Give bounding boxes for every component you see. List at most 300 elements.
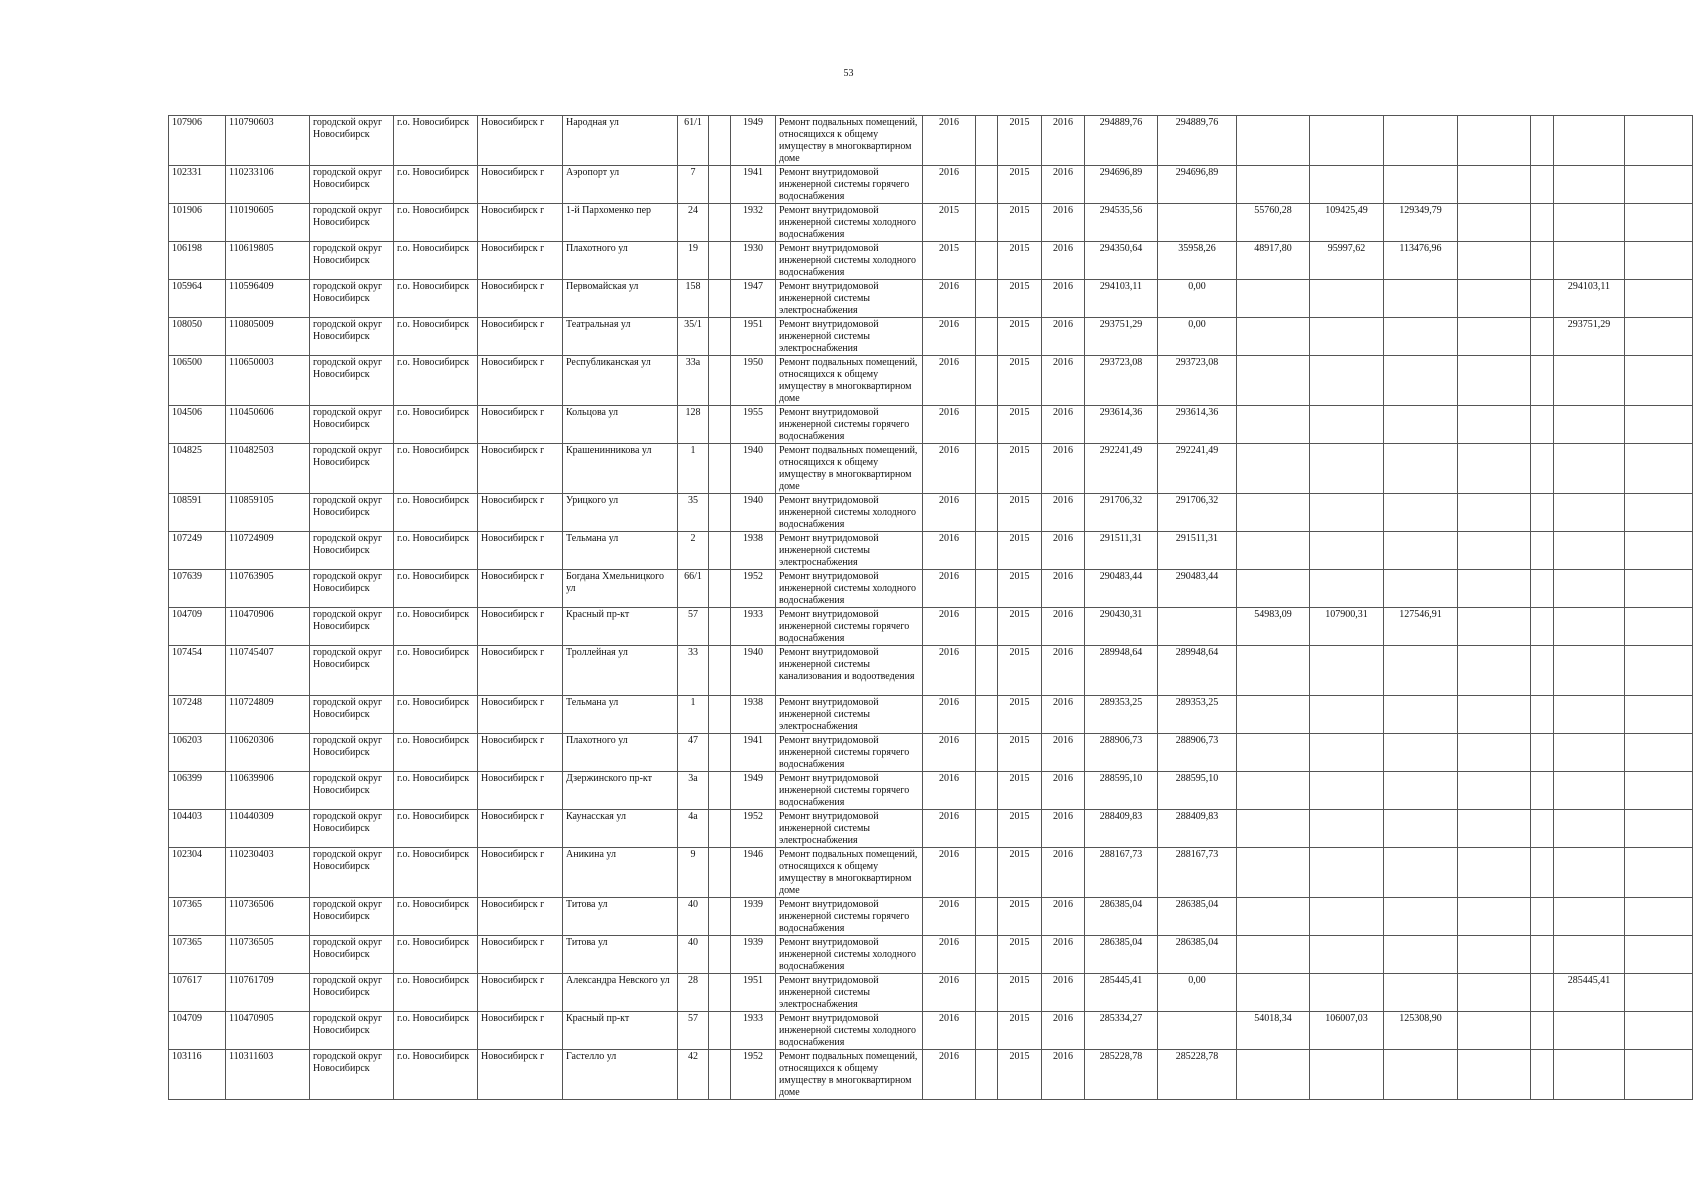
row-sum-4	[1384, 1050, 1458, 1100]
row-year-end: 2016	[1042, 696, 1085, 734]
table-row	[169, 494, 1693, 532]
row-sum-3	[1310, 734, 1384, 772]
row-code: 110805009	[226, 318, 310, 356]
table-row	[169, 1050, 1693, 1100]
row-year: 1939	[731, 936, 776, 974]
row-street: Тельмана ул	[563, 696, 678, 734]
row-okrug: городской округ Новосибирск	[310, 1050, 394, 1100]
row-plan: 2016	[923, 810, 976, 848]
row-sum-7	[1531, 1050, 1554, 1100]
row-street: Красный пр-кт	[563, 1012, 678, 1050]
row-sum-1: 291706,32	[1158, 494, 1237, 532]
row-sum-1: 288409,83	[1158, 810, 1237, 848]
row-work: Ремонт внутридомовой инженерной системы холодного водоснабжения	[776, 570, 923, 608]
row-sum-8	[1625, 646, 1693, 696]
row-go: г.о. Новосибирск	[394, 898, 478, 936]
row-sum-6	[1554, 608, 1625, 646]
row-total-cost: 291511,31	[1085, 532, 1158, 570]
row-ex	[976, 356, 998, 406]
row-plan: 2016	[923, 1050, 976, 1100]
row-street: Титова ул	[563, 898, 678, 936]
row-okrug: городской округ Новосибирск	[310, 772, 394, 810]
row-year-end: 2016	[1042, 570, 1085, 608]
row-sum-2	[1237, 356, 1310, 406]
row-plan: 2015	[923, 204, 976, 242]
row-year-start: 2015	[998, 1012, 1042, 1050]
row-year: 1946	[731, 848, 776, 898]
row-year: 1952	[731, 810, 776, 848]
row-sum-8	[1625, 974, 1693, 1012]
row-year-start: 2015	[998, 1050, 1042, 1100]
row-sum-2	[1237, 734, 1310, 772]
row-year-start: 2015	[998, 734, 1042, 772]
row-year-end: 2016	[1042, 810, 1085, 848]
row-year-start: 2015	[998, 936, 1042, 974]
row-year: 1952	[731, 570, 776, 608]
row-sum-2	[1237, 494, 1310, 532]
row-city: Новосибирск г	[478, 1012, 563, 1050]
row-sum-1: 286385,04	[1158, 898, 1237, 936]
row-year-end: 2016	[1042, 318, 1085, 356]
row-sum-2	[1237, 936, 1310, 974]
row-house: 66/1	[678, 570, 709, 608]
row-sum-8	[1625, 810, 1693, 848]
row-sum-6	[1554, 242, 1625, 280]
row-work: Ремонт внутридомовой инженерной системы горячего водоснабжения	[776, 608, 923, 646]
row-go: г.о. Новосибирск	[394, 646, 478, 696]
row-total-cost: 288595,10	[1085, 772, 1158, 810]
row-id: 107906	[169, 116, 226, 166]
row-city: Новосибирск г	[478, 898, 563, 936]
row-year-end: 2016	[1042, 1050, 1085, 1100]
row-street: Богдана Хмельницкого ул	[563, 570, 678, 608]
row-sum-5	[1458, 406, 1531, 444]
page-number: 53	[843, 68, 854, 79]
row-year: 1940	[731, 646, 776, 696]
row-sum-3	[1310, 406, 1384, 444]
row-corp	[709, 810, 731, 848]
row-sum-3: 107900,31	[1310, 608, 1384, 646]
row-sum-5	[1458, 116, 1531, 166]
row-corp	[709, 1012, 731, 1050]
row-sum-3: 106007,03	[1310, 1012, 1384, 1050]
row-okrug: городской округ Новосибирск	[310, 242, 394, 280]
row-ex	[976, 734, 998, 772]
row-street: Республиканская ул	[563, 356, 678, 406]
row-house: 28	[678, 974, 709, 1012]
row-year-start: 2015	[998, 318, 1042, 356]
row-ex	[976, 444, 998, 494]
row-year: 1951	[731, 974, 776, 1012]
row-year-end: 2016	[1042, 646, 1085, 696]
row-house: 9	[678, 848, 709, 898]
table-row	[169, 772, 1693, 810]
row-sum-1	[1158, 204, 1237, 242]
row-sum-2	[1237, 974, 1310, 1012]
row-sum-6	[1554, 444, 1625, 494]
row-year-start: 2015	[998, 242, 1042, 280]
row-house: 3а	[678, 772, 709, 810]
row-sum-4: 129349,79	[1384, 204, 1458, 242]
table-row	[169, 242, 1693, 280]
row-sum-6: 293751,29	[1554, 318, 1625, 356]
row-ex	[976, 772, 998, 810]
row-city: Новосибирск г	[478, 280, 563, 318]
row-sum-1: 35958,26	[1158, 242, 1237, 280]
row-sum-6	[1554, 116, 1625, 166]
row-code: 110230403	[226, 848, 310, 898]
row-plan: 2016	[923, 772, 976, 810]
row-go: г.о. Новосибирск	[394, 444, 478, 494]
row-sum-8	[1625, 406, 1693, 444]
row-corp	[709, 570, 731, 608]
row-ex	[976, 696, 998, 734]
table-row	[169, 646, 1693, 696]
row-sum-3	[1310, 570, 1384, 608]
row-city: Новосибирск г	[478, 494, 563, 532]
row-sum-8	[1625, 532, 1693, 570]
row-work: Ремонт внутридомовой инженерной системы горячего водоснабжения	[776, 406, 923, 444]
row-work: Ремонт подвальных помещений, относящихся к общему имуществу в многоквартирном доме	[776, 848, 923, 898]
row-year-end: 2016	[1042, 1012, 1085, 1050]
row-sum-7	[1531, 406, 1554, 444]
row-sum-2	[1237, 406, 1310, 444]
row-sum-8	[1625, 1050, 1693, 1100]
row-sum-6	[1554, 1050, 1625, 1100]
row-corp	[709, 974, 731, 1012]
row-city: Новосибирск г	[478, 318, 563, 356]
row-year: 1932	[731, 204, 776, 242]
row-go: г.о. Новосибирск	[394, 406, 478, 444]
row-sum-2	[1237, 280, 1310, 318]
row-sum-1: 288595,10	[1158, 772, 1237, 810]
row-year-end: 2016	[1042, 898, 1085, 936]
row-sum-5	[1458, 696, 1531, 734]
row-plan: 2016	[923, 166, 976, 204]
row-sum-3	[1310, 848, 1384, 898]
row-total-cost: 290483,44	[1085, 570, 1158, 608]
row-sum-8	[1625, 936, 1693, 974]
row-year-start: 2015	[998, 444, 1042, 494]
row-total-cost: 294696,89	[1085, 166, 1158, 204]
row-total-cost: 293751,29	[1085, 318, 1158, 356]
row-code: 110790603	[226, 116, 310, 166]
row-sum-8	[1625, 166, 1693, 204]
row-sum-8	[1625, 356, 1693, 406]
row-code: 110639906	[226, 772, 310, 810]
row-city: Новосибирск г	[478, 810, 563, 848]
row-id: 107248	[169, 696, 226, 734]
row-sum-4	[1384, 974, 1458, 1012]
row-code: 110724809	[226, 696, 310, 734]
row-okrug: городской округ Новосибирск	[310, 810, 394, 848]
row-sum-4	[1384, 532, 1458, 570]
row-corp	[709, 166, 731, 204]
row-sum-1: 294889,76	[1158, 116, 1237, 166]
row-house: 33а	[678, 356, 709, 406]
row-id: 108050	[169, 318, 226, 356]
row-sum-4	[1384, 318, 1458, 356]
row-code: 110190605	[226, 204, 310, 242]
row-city: Новосибирск г	[478, 974, 563, 1012]
row-ex	[976, 242, 998, 280]
row-corp	[709, 772, 731, 810]
row-ex	[976, 974, 998, 1012]
row-total-cost: 288906,73	[1085, 734, 1158, 772]
row-house: 35/1	[678, 318, 709, 356]
row-year: 1933	[731, 1012, 776, 1050]
row-sum-4	[1384, 444, 1458, 494]
row-sum-6	[1554, 1012, 1625, 1050]
row-sum-3	[1310, 1050, 1384, 1100]
row-go: г.о. Новосибирск	[394, 696, 478, 734]
row-sum-5	[1458, 936, 1531, 974]
row-street: Аэропорт ул	[563, 166, 678, 204]
row-code: 110450606	[226, 406, 310, 444]
row-okrug: городской округ Новосибирск	[310, 532, 394, 570]
row-sum-6	[1554, 848, 1625, 898]
row-street: Троллейная ул	[563, 646, 678, 696]
row-year-end: 2016	[1042, 532, 1085, 570]
row-code: 110763905	[226, 570, 310, 608]
row-go: г.о. Новосибирск	[394, 734, 478, 772]
row-sum-4	[1384, 810, 1458, 848]
row-year-end: 2016	[1042, 494, 1085, 532]
row-sum-5	[1458, 318, 1531, 356]
row-sum-4	[1384, 116, 1458, 166]
row-ex	[976, 646, 998, 696]
row-okrug: городской округ Новосибирск	[310, 116, 394, 166]
row-year-end: 2016	[1042, 734, 1085, 772]
row-plan: 2016	[923, 116, 976, 166]
row-house: 1	[678, 696, 709, 734]
row-sum-6	[1554, 494, 1625, 532]
row-sum-6: 285445,41	[1554, 974, 1625, 1012]
row-street: Народная ул	[563, 116, 678, 166]
row-plan: 2016	[923, 444, 976, 494]
row-corp	[709, 318, 731, 356]
row-okrug: городской округ Новосибирск	[310, 646, 394, 696]
row-sum-3	[1310, 974, 1384, 1012]
table-row	[169, 936, 1693, 974]
row-plan: 2016	[923, 898, 976, 936]
row-okrug: городской округ Новосибирск	[310, 1012, 394, 1050]
row-sum-5	[1458, 898, 1531, 936]
row-year: 1940	[731, 494, 776, 532]
table-row	[169, 406, 1693, 444]
row-plan: 2016	[923, 608, 976, 646]
row-total-cost: 286385,04	[1085, 936, 1158, 974]
table-row	[169, 532, 1693, 570]
row-okrug: городской округ Новосибирск	[310, 204, 394, 242]
row-year-start: 2015	[998, 974, 1042, 1012]
row-sum-7	[1531, 280, 1554, 318]
row-work: Ремонт внутридомовой инженерной системы холодного водоснабжения	[776, 936, 923, 974]
row-corp	[709, 936, 731, 974]
row-ex	[976, 848, 998, 898]
data-table	[168, 115, 1693, 1100]
row-work: Ремонт внутридомовой инженерной системы электроснабжения	[776, 696, 923, 734]
row-code: 110440309	[226, 810, 310, 848]
row-go: г.о. Новосибирск	[394, 204, 478, 242]
row-sum-2	[1237, 772, 1310, 810]
row-plan: 2016	[923, 974, 976, 1012]
row-sum-2	[1237, 444, 1310, 494]
row-street: Каунасская ул	[563, 810, 678, 848]
row-okrug: городской округ Новосибирск	[310, 444, 394, 494]
row-sum-8	[1625, 494, 1693, 532]
row-sum-4	[1384, 494, 1458, 532]
row-sum-2: 48917,80	[1237, 242, 1310, 280]
row-ex	[976, 532, 998, 570]
row-sum-7	[1531, 646, 1554, 696]
row-sum-7	[1531, 204, 1554, 242]
row-go: г.о. Новосибирск	[394, 608, 478, 646]
row-house: 4а	[678, 810, 709, 848]
row-year-end: 2016	[1042, 242, 1085, 280]
table-row	[169, 166, 1693, 204]
row-sum-7	[1531, 444, 1554, 494]
row-code: 110736505	[226, 936, 310, 974]
row-year-end: 2016	[1042, 444, 1085, 494]
row-go: г.о. Новосибирск	[394, 974, 478, 1012]
row-corp	[709, 494, 731, 532]
row-work: Ремонт подвальных помещений, относящихся к общему имуществу в многоквартирном доме	[776, 116, 923, 166]
row-corp	[709, 1050, 731, 1100]
table-row	[169, 898, 1693, 936]
row-street: Театральная ул	[563, 318, 678, 356]
row-ex	[976, 810, 998, 848]
row-sum-1	[1158, 1012, 1237, 1050]
table-row	[169, 356, 1693, 406]
row-sum-3	[1310, 318, 1384, 356]
row-street: Крашенинникова ул	[563, 444, 678, 494]
row-sum-3	[1310, 444, 1384, 494]
row-year-end: 2016	[1042, 974, 1085, 1012]
row-sum-1: 286385,04	[1158, 936, 1237, 974]
row-go: г.о. Новосибирск	[394, 318, 478, 356]
row-sum-7	[1531, 772, 1554, 810]
table-row	[169, 974, 1693, 1012]
row-sum-8	[1625, 570, 1693, 608]
row-sum-1: 0,00	[1158, 318, 1237, 356]
row-sum-3	[1310, 166, 1384, 204]
row-plan: 2016	[923, 318, 976, 356]
row-code: 110233106	[226, 166, 310, 204]
row-id: 102304	[169, 848, 226, 898]
row-okrug: городской округ Новосибирск	[310, 936, 394, 974]
row-sum-7	[1531, 494, 1554, 532]
row-city: Новосибирск г	[478, 532, 563, 570]
row-total-cost: 293723,08	[1085, 356, 1158, 406]
row-sum-2	[1237, 116, 1310, 166]
row-total-cost: 288167,73	[1085, 848, 1158, 898]
row-sum-7	[1531, 318, 1554, 356]
row-year-end: 2016	[1042, 936, 1085, 974]
row-go: г.о. Новосибирск	[394, 848, 478, 898]
row-sum-3	[1310, 898, 1384, 936]
table-row	[169, 1012, 1693, 1050]
row-sum-3	[1310, 532, 1384, 570]
row-ex	[976, 1012, 998, 1050]
row-work: Ремонт внутридомовой инженерной системы канализования и водоотведения	[776, 646, 923, 696]
row-house: 24	[678, 204, 709, 242]
row-sum-2: 55760,28	[1237, 204, 1310, 242]
row-house: 57	[678, 1012, 709, 1050]
row-ex	[976, 936, 998, 974]
row-sum-7	[1531, 532, 1554, 570]
row-house: 40	[678, 898, 709, 936]
row-sum-4	[1384, 734, 1458, 772]
row-city: Новосибирск г	[478, 166, 563, 204]
row-sum-4	[1384, 696, 1458, 734]
row-total-cost: 294889,76	[1085, 116, 1158, 166]
row-corp	[709, 848, 731, 898]
row-year-end: 2016	[1042, 280, 1085, 318]
row-okrug: городской округ Новосибирск	[310, 406, 394, 444]
row-work: Ремонт внутридомовой инженерной системы горячего водоснабжения	[776, 772, 923, 810]
row-sum-6	[1554, 406, 1625, 444]
row-work: Ремонт внутридомовой инженерной системы электроснабжения	[776, 532, 923, 570]
row-id: 104403	[169, 810, 226, 848]
row-total-cost: 285228,78	[1085, 1050, 1158, 1100]
row-go: г.о. Новосибирск	[394, 356, 478, 406]
row-year-end: 2016	[1042, 116, 1085, 166]
row-year: 1941	[731, 734, 776, 772]
row-sum-4	[1384, 646, 1458, 696]
row-sum-7	[1531, 810, 1554, 848]
row-city: Новосибирск г	[478, 772, 563, 810]
row-sum-3	[1310, 494, 1384, 532]
row-code: 110859105	[226, 494, 310, 532]
row-city: Новосибирск г	[478, 848, 563, 898]
row-year-start: 2015	[998, 166, 1042, 204]
row-street: Александра Невского ул	[563, 974, 678, 1012]
table-row	[169, 444, 1693, 494]
row-street: Плахотного ул	[563, 734, 678, 772]
row-total-cost: 292241,49	[1085, 444, 1158, 494]
row-street: 1-й Пархоменко пер	[563, 204, 678, 242]
row-year-start: 2015	[998, 204, 1042, 242]
row-total-cost: 291706,32	[1085, 494, 1158, 532]
row-sum-5	[1458, 444, 1531, 494]
row-sum-5	[1458, 280, 1531, 318]
row-code: 110745407	[226, 646, 310, 696]
row-sum-2	[1237, 532, 1310, 570]
row-house: 158	[678, 280, 709, 318]
row-work: Ремонт внутридомовой инженерной системы холодного водоснабжения	[776, 1012, 923, 1050]
row-sum-4: 127546,91	[1384, 608, 1458, 646]
row-go: г.о. Новосибирск	[394, 1050, 478, 1100]
row-ex	[976, 318, 998, 356]
row-city: Новосибирск г	[478, 696, 563, 734]
row-id: 106198	[169, 242, 226, 280]
row-plan: 2016	[923, 494, 976, 532]
row-sum-1: 291511,31	[1158, 532, 1237, 570]
row-sum-7	[1531, 356, 1554, 406]
row-sum-2	[1237, 848, 1310, 898]
row-sum-5	[1458, 1050, 1531, 1100]
row-sum-4: 125308,90	[1384, 1012, 1458, 1050]
row-sum-2	[1237, 318, 1310, 356]
row-sum-6	[1554, 570, 1625, 608]
table-body	[169, 116, 1693, 1100]
row-ex	[976, 204, 998, 242]
row-sum-5	[1458, 848, 1531, 898]
row-work: Ремонт подвальных помещений, относящихся к общему имуществу в многоквартирном доме	[776, 356, 923, 406]
row-go: г.о. Новосибирск	[394, 116, 478, 166]
row-sum-2	[1237, 898, 1310, 936]
